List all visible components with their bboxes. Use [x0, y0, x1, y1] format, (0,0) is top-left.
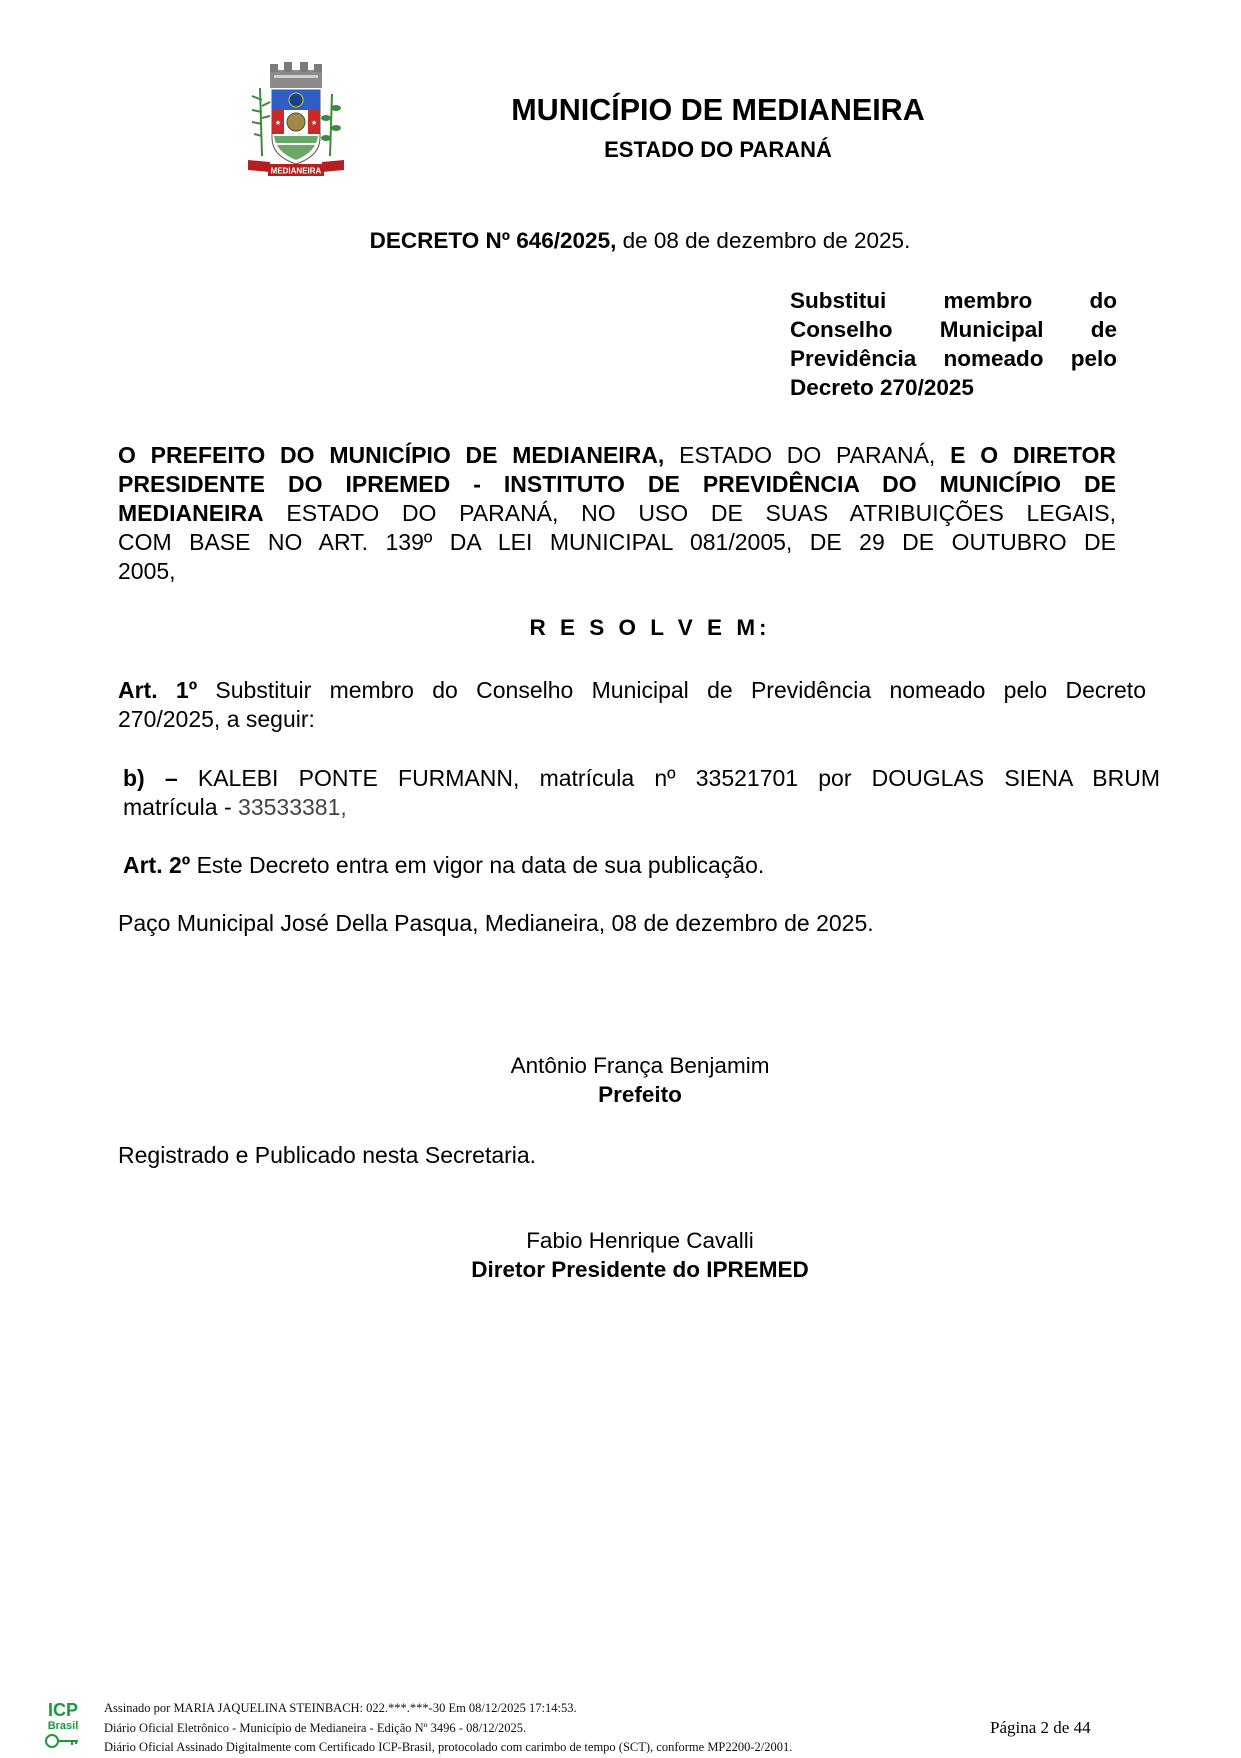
- decree-date: de 08 de dezembro de 2025.: [616, 228, 911, 253]
- summary-word: membro: [943, 288, 1033, 313]
- registered-note: Registrado e Publicado nesta Secretaria.: [118, 1142, 537, 1168]
- item-b-matricula-value: 33533381,: [238, 794, 347, 820]
- item-b-line-2: [123, 793, 1121, 822]
- article-1-label: Art. 1º: [118, 677, 198, 703]
- summary-word: Previdência: [790, 346, 917, 371]
- preamble-bold: O PREFEITO DO MUNICÍPIO DE MEDIANEIRA,: [118, 442, 665, 468]
- state-subtitle: ESTADO DO PARANÁ: [604, 137, 832, 162]
- preamble-line-2: PRESIDENTE DO IPREMED - INSTITUTO DE PREVIDÊNCIA DO MUNICÍPIO DE: [118, 471, 1116, 497]
- summary-word: Substitui: [790, 288, 887, 313]
- article-2: [123, 851, 1121, 880]
- preamble-line-5: 2005,: [118, 558, 176, 584]
- icp-logo-subtext: Brasil: [47, 1720, 79, 1732]
- summary-word: pelo: [1070, 346, 1117, 371]
- svg-text:★: ★: [274, 120, 282, 127]
- footer-signed-by: Assinado por MARIA JAQUELINA STEINBACH: 022.***.***-30 Em 08/12/2025 17:14:53.: [104, 1701, 577, 1715]
- item-b-text: KALEBI PONTE FURMANN, matrícula nº 33521701 por DOUGLAS SIENA BRUM: [177, 765, 1160, 791]
- item-b-line-1: [123, 764, 1160, 793]
- summary-line-2: [790, 315, 1117, 344]
- resolvem-heading: R E S O L V E M:: [529, 615, 771, 640]
- summary-word: Conselho: [790, 317, 893, 342]
- summary-word: Municipal: [939, 317, 1044, 342]
- summary-line-4: Decreto 270/2025: [790, 375, 974, 400]
- coat-of-arms-ribbon-text: MEDIANEIRA: [270, 166, 322, 176]
- preamble-line-3: [118, 499, 1116, 528]
- footer-edition: Diário Oficial Eletrônico - Município de Medianeira - Edição Nº 3496 - 08/12/2025.: [104, 1720, 527, 1735]
- preamble-text: ESTADO DO PARANÁ,: [664, 442, 951, 468]
- item-b-label: b) –: [123, 765, 178, 791]
- icp-brasil-logo: [40, 1700, 86, 1752]
- place-and-date: Paço Municipal José Della Pasqua, Medianeira, 08 de dezembro de 2025.: [118, 910, 874, 936]
- article-2-label: Art. 2º: [123, 852, 191, 878]
- coat-of-arms-logo: [240, 60, 352, 178]
- mayor-name: Antônio França Benjamim: [510, 1053, 770, 1078]
- preamble-bold: MEDIANEIRA: [118, 500, 264, 526]
- svg-text:★: ★: [310, 120, 318, 127]
- summary-word: de: [1090, 317, 1117, 342]
- item-b-matricula-label: matrícula -: [123, 794, 239, 820]
- summary-word: nomeado: [943, 346, 1044, 371]
- article-1-text: Substituir membro do Conselho Municipal de Previdência nomeado pelo Decreto: [197, 677, 1146, 703]
- summary-word: do: [1089, 288, 1117, 313]
- article-1-line-2: 270/2025, a seguir:: [118, 706, 315, 732]
- director-role: Diretor Presidente do IPREMED: [471, 1257, 809, 1282]
- preamble-bold: E O DIRETOR: [950, 442, 1116, 468]
- municipality-title: MUNICÍPIO DE MEDIANEIRA: [511, 93, 925, 127]
- summary-line-1: [790, 286, 1117, 315]
- director-name: Fabio Henrique Cavalli: [526, 1228, 754, 1253]
- mayor-role: Prefeito: [598, 1082, 682, 1107]
- article-1-line-1: [118, 676, 1146, 705]
- footer-signature-info: [104, 1699, 792, 1758]
- article-2-text: Este Decreto entra em vigor na data de sua publicação.: [190, 852, 765, 878]
- decree-heading: [240, 228, 1040, 254]
- summary-line-3: [790, 344, 1117, 373]
- preamble-line-1: [118, 441, 1116, 470]
- page-number: Página 2 de 44: [990, 1718, 1091, 1737]
- decree-number: DECRETO Nº 646/2025,: [369, 228, 617, 253]
- icp-logo-text: ICP: [47, 1700, 79, 1720]
- footer-certificate: Diário Oficial Assinado Digitalmente com Certificado ICP-Brasil, protocolado com carimbo de tempo (SCT), conforme MP2200-2/2001.: [104, 1740, 793, 1754]
- preamble-line-4: COM BASE NO ART. 139º DA LEI MUNICIPAL 081/2005, DE 29 DE OUTUBRO DE: [118, 529, 1116, 555]
- preamble-text: ESTADO DO PARANÁ, NO USO DE SUAS ATRIBUIÇÕES LEGAIS,: [263, 500, 1116, 526]
